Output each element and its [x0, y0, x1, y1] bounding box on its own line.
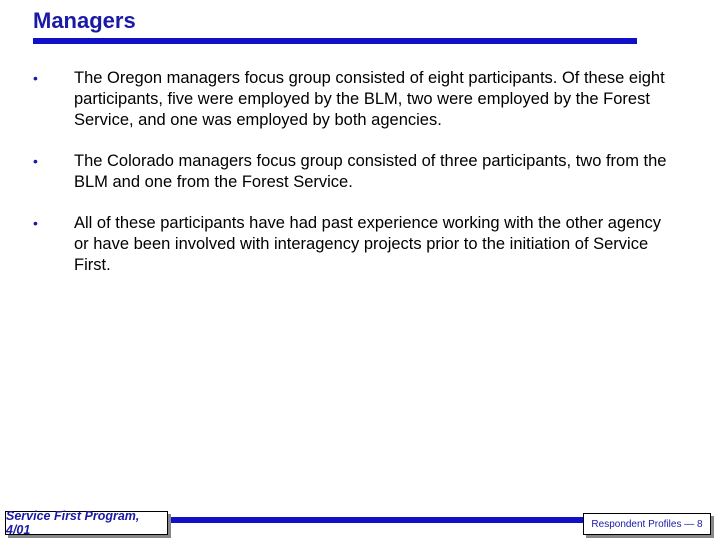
bullet-item-colorado	[30, 151, 670, 193]
footer-program-label: Service First Program, 4/01	[5, 511, 168, 535]
footer-page-label: Respondent Profiles — 8	[583, 513, 711, 535]
bullet-dot-icon: •	[33, 70, 38, 86]
bullet-dot-icon: •	[33, 215, 38, 231]
bullet-text: The Oregon managers focus group consisted of eight participants. Of these eight participants, five were employed by the BLM, two were employed by the Forest Service, and one was employed by both agencies.	[74, 69, 665, 129]
bullet-item-oregon	[30, 68, 670, 131]
bullet-text: All of these participants have had past experience working with the other agency or have been involved with interagency projects prior to the initiation of Service First.	[74, 214, 662, 274]
bullet-text: The Colorado managers focus group consisted of three participants, two from the BLM and one from the Forest Service.	[74, 152, 667, 191]
title-underline	[33, 38, 637, 44]
bullet-list	[30, 68, 670, 276]
bullet-dot-icon: •	[33, 153, 38, 169]
bullet-item-experience	[30, 213, 670, 276]
slide-title: Managers	[33, 8, 136, 33]
